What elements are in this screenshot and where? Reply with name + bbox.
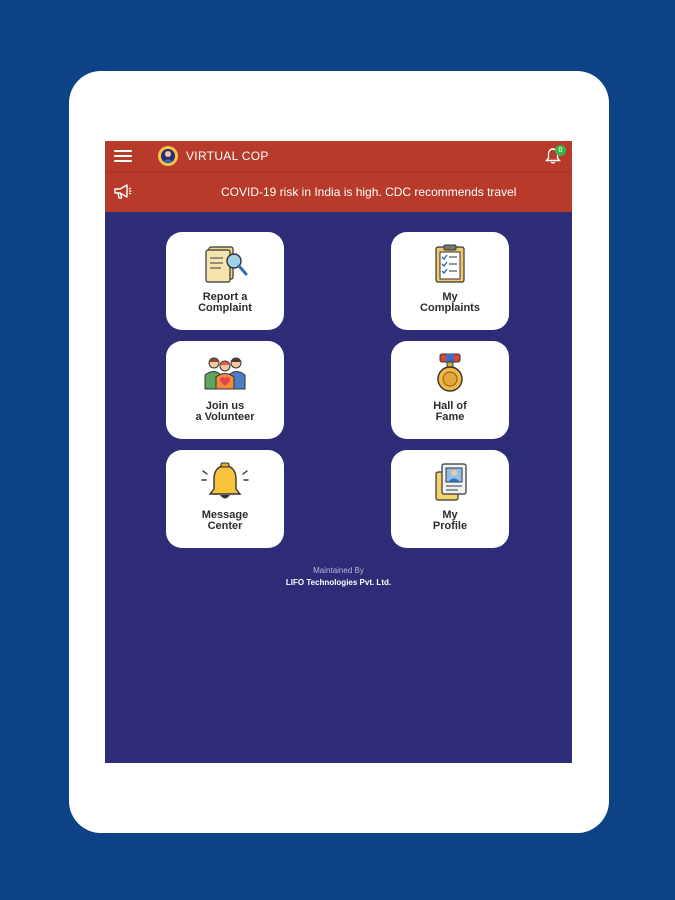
my-profile-tile[interactable] bbox=[391, 450, 509, 548]
report-complaint-tile[interactable] bbox=[166, 232, 284, 330]
profile-card-icon bbox=[426, 462, 474, 502]
complaint-report-icon bbox=[201, 244, 249, 284]
tile-label: Hall of Fame bbox=[433, 400, 467, 423]
app-bar bbox=[105, 141, 572, 171]
app-title: VIRTUAL COP bbox=[186, 149, 269, 163]
notification-badge: 0 bbox=[555, 145, 566, 156]
volunteers-group-icon bbox=[201, 353, 249, 393]
police-logo-icon bbox=[157, 145, 179, 167]
app-screen bbox=[105, 141, 572, 763]
medal-icon bbox=[426, 353, 474, 393]
tile-label: Message Center bbox=[201, 509, 249, 532]
maintained-by-label: Maintained By bbox=[313, 566, 364, 575]
tile-label: My Profile bbox=[432, 509, 468, 532]
company-name: LIFO Technologies Pvt. Ltd. bbox=[285, 578, 392, 587]
tile-label: Join us a Volunteer bbox=[195, 400, 255, 423]
hall-of-fame-tile[interactable] bbox=[391, 341, 509, 439]
my-complaints-tile[interactable] bbox=[391, 232, 509, 330]
news-ticker bbox=[105, 171, 572, 212]
alarm-bell-icon bbox=[201, 462, 249, 502]
ticker-text: COVID-19 risk in India is high. CDC recommends travel bbox=[221, 185, 517, 199]
hamburger-menu-icon[interactable] bbox=[114, 150, 132, 162]
clipboard-checklist-icon bbox=[426, 244, 474, 284]
tile-label: Report a Complaint bbox=[198, 291, 252, 314]
join-volunteer-tile[interactable] bbox=[166, 341, 284, 439]
megaphone-icon bbox=[113, 183, 133, 201]
message-center-tile[interactable] bbox=[166, 450, 284, 548]
tile-label: My Complaints bbox=[420, 291, 480, 314]
